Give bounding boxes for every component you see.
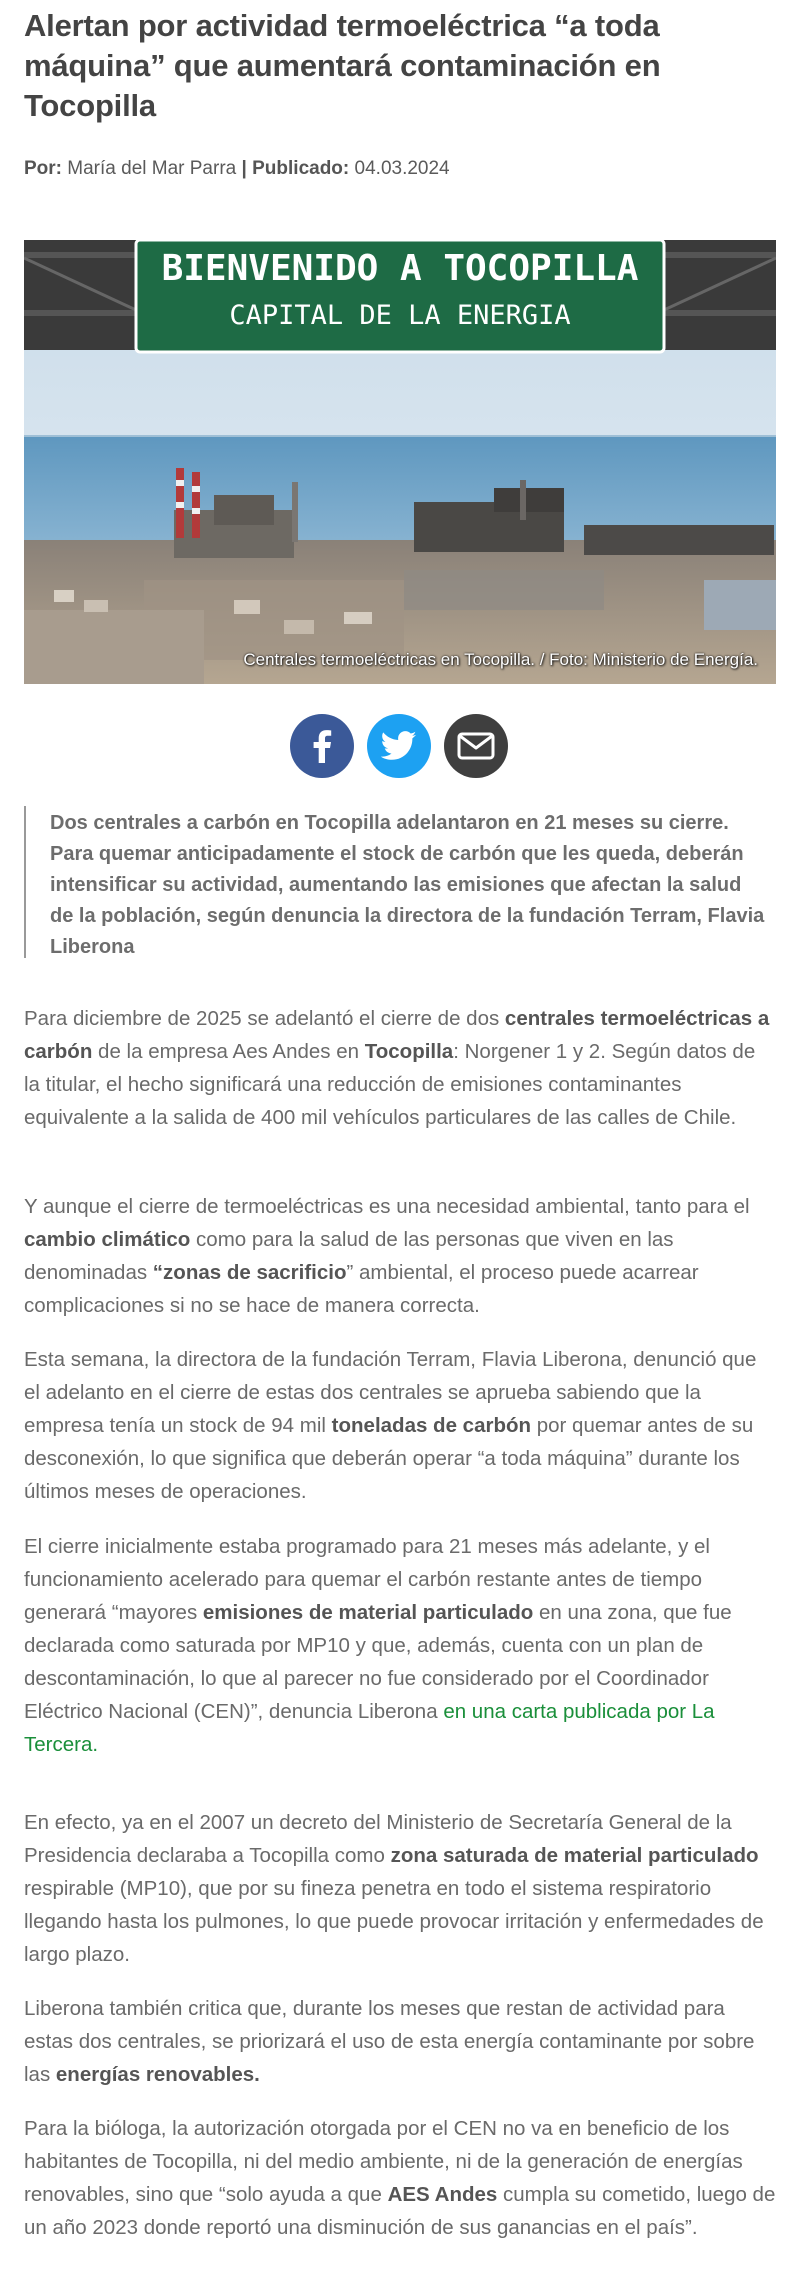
p3-bold-a: toneladas de carbón: [331, 1414, 532, 1437]
p6-text-a: Liberona también critica que, durante los meses que restan de actividad para estas dos centrales, se priorizará el uso de esta energía contaminante por sobre las: [24, 1997, 755, 2086]
p4-link-period: .: [92, 1733, 99, 1756]
lead-blockquote: [24, 806, 778, 958]
p2-text-b: como para la salud de las personas que viven en las denominadas: [24, 1228, 674, 1284]
p7-bold-a: AES Andes: [387, 2183, 498, 2206]
la-tercera-link[interactable]: en una carta publicada por La Tercera: [24, 1700, 715, 1756]
p1-text-b: de la empresa Aes Andes en: [92, 1040, 365, 1063]
p5-text-a: En efecto, ya en el 2007 un decreto del Ministerio de Secretaría General de la Presidencia declaraba a Tocopilla como: [24, 1811, 732, 1867]
p3-text-b: por quemar antes de su desconexión, lo que significa que deberán operar “a toda máquina” durante los últimos meses de operaciones.: [24, 1414, 754, 1503]
p7-text-a: Para la bióloga, la autorización otorgada por el CEN no va en beneficio de los habitantes de Tocopilla, ni del medio ambiente, ni de la generación de energías renovables, sino que “solo ayuda a que: [24, 2117, 743, 2206]
p2-text-a: Y aunque el cierre de termoeléctricas es una necesidad ambiental, tanto para el: [24, 1195, 750, 1218]
p1-bold-b: Tocopilla: [364, 1040, 454, 1063]
p4-text-a: El cierre inicialmente estaba programado para 21 meses más adelante, y el funcionamiento acelerado para quemar el carbón restante antes de tiempo generará “mayores: [24, 1535, 710, 1624]
email-share-button[interactable]: [444, 714, 508, 778]
p1-bold-a: centrales termoeléctricas a carbón: [24, 1007, 770, 1063]
p2-bold-a: cambio climático: [24, 1228, 191, 1251]
paragraph-5: [24, 1806, 776, 1971]
p3-text-a: Esta semana, la directora de la fundación Terram, Flavia Liberona, denunció que el adelanto en el cierre de estas dos centrales se aprueba sabiendo que la empresa tenía un stock de 94 mil: [24, 1348, 757, 1437]
facebook-share-button[interactable]: [290, 714, 354, 778]
twitter-icon: [381, 731, 417, 761]
paragraph-7: [24, 2112, 776, 2244]
byline-separator: |: [241, 158, 247, 179]
photo-caption: Centrales termoeléctricas en Tocopilla. / Foto: Ministerio de Energía.: [243, 650, 758, 669]
paragraph-2: [24, 1190, 776, 1322]
paragraph-6: [24, 1992, 776, 2091]
p1-text-a: Para diciembre de 2025 se adelantó el cierre de dos: [24, 1007, 505, 1030]
facebook-icon: [307, 729, 337, 763]
share-bar: [0, 714, 800, 780]
sign-line-2: CAPITAL DE LA ENERGIA: [229, 300, 571, 331]
author-name: María del Mar Parra: [67, 158, 237, 179]
sign-line-1: BIENVENIDO A TOCOPILLA: [161, 248, 639, 289]
p4-text-b: en una zona, que fue declarada como saturada por MP10 y que, además, cuenta con un plan de descontaminación, lo que al parecer no fue considerado por el Coordinador Eléctrico Nacional (CEN)”, denuncia Liberona: [24, 1601, 732, 1723]
published-label: Publicado:: [252, 158, 350, 179]
tocopilla-photo: [24, 240, 776, 684]
paragraph-1: [24, 1002, 776, 1134]
lead-text: Dos centrales a carbón en Tocopilla adelantaron en 21 meses su cierre. Para quemar anticipadamente el stock de carbón que les queda, deberán intensificar su actividad, aumentando las emisiones que afectan la salud de la población, según denuncia la directora de la fundación Terram, Flavia Liberona: [50, 812, 765, 958]
p2-text-c: ” ambiental, el proceso puede acarrear complicaciones si no se hace de manera correcta.: [24, 1261, 699, 1317]
p5-bold-a: zona saturada de material particulado: [390, 1844, 759, 1867]
publish-date: 04.03.2024: [354, 158, 450, 179]
email-icon: [457, 732, 495, 760]
p2-bold-b: “zonas de sacrificio: [152, 1261, 347, 1284]
p1-text-c: : Norgener 1 y 2. Según datos de la titular, el hecho significará una reducción de emisiones contaminantes equivalente a la salida de 400 mil vehículos particulares de las calles de Chile.: [24, 1040, 756, 1129]
twitter-share-button[interactable]: [367, 714, 431, 778]
paragraph-3: [24, 1343, 776, 1508]
p5-text-b: respirable (MP10), que por su fineza penetra en todo el sistema respiratorio llegando hasta los pulmones, lo que puede provocar irritación y enfermedades de largo plazo.: [24, 1877, 764, 1966]
p6-bold-a: energías renovables.: [55, 2063, 260, 2086]
hero-image: [24, 240, 776, 684]
paragraph-4: [24, 1530, 776, 1761]
byline: [24, 156, 450, 182]
p7-text-b: cumpla su cometido, luego de un año 2023 donde reportó una disminución de sus ganancias en el país”.: [24, 2183, 776, 2239]
author-label: Por:: [24, 158, 62, 179]
p4-bold-a: emisiones de material particulado: [202, 1601, 534, 1624]
article-title: Alertan por actividad termoeléctrica “a toda máquina” que aumentará contaminación en Tocopilla: [24, 8, 661, 123]
